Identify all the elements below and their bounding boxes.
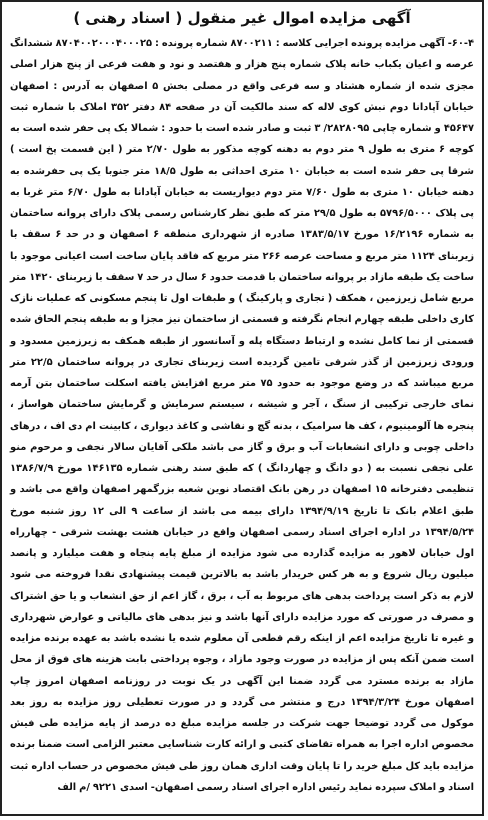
notice-title: آگهی مزایده اموال غیر منقول ( اسناد رهنی ) <box>73 9 411 27</box>
notice-body: ۶۰-۴- آگهی مزایده پرونده اجرایی کلاسه : ۸۷۰۰۲۱۱ شماره پرونده : ۸۷۰۴۰۰۲۰۰۰۴۰۰۰۲۵ ششدانگ عرصه و اعیان یکباب خانه پلاک شماره پنج هزار و هفتصد و نود و هفت فرعی از پنج هزار اصلی مجزی شده از شماره هشتاد و سه فرعی واقع در مصلی بخش ۵ اصفهان به آدرس : اصفهان خیابان آپادانا دوم نبش کوی لاله که سند مالکیت آن در صفحه ۸۴ دفتر ۳۵۲ املاک با شماره ثبت ۴۵۶۴۷ و شماره چاپی ۲۸۲۸۰۹۵/ ۳ ثبت و صادر شده است با حدود : شمالا یک پی حفر شده است به کوچه ۶ متری به طول ۹ متر دوم به دهنه کوچه مذکور به طول ۲/۷۰ متر ( این قسمت پخ است ) شرقا پی حفر شده است به خیابان ۱۰ متری احداثی به طول ۱۸/۵ متر جنوبا یک پی حفرشده به دهنه خیابان ۱۰ متری به طول ۷/۶۰ متر دوم دیواریست به خیابان آپادانا به طول ۶/۷۰ متر غربا به پی پلاک ۵۷۹۶/۵۰۰۰ به طول ۲۹/۵ متر که طبق نظر کارشناس رسمی پلاک دارای پروانه ساختمان به شماره ۱۶/۲۱۹۶ مورخ ۱۳۸۳/۵/۱۷ صادره از شهرداری منطقه ۶ اصفهان و در حد ۶ سقف با زیربنای ۱۱۲۴ متر مربع و مساحت عرصه ۲۶۶ متر مربع که فاقد پایان ساخت است اعیانی موجود با ساخت یک طبقه مازاد بر پروانه ساختمان با قدمت حدود ۶ سال در حد ۷ سقف با زیربنای ۱۴۲۰ متر مربع شامل زیرزمین ، همکف ( تجاری و پارکینگ ) و طبقات اول تا پنجم مسکونی که عملیات نازک کاری داخلی طبقه چهارم انجام نگرفته و قسمتی از ساختمان نیز مجزا و به طبقه پنجم الحاق شده قسمتی از نما کامل نشده و ارتباط دستگاه پله و آسانسور از طبقه همکف به زیرزمین مسدود و ورودی زیرزمین از گذر شرقی تامین گردیده است زیربنای تجاری در پروانه ساختمان ۲۲/۵ متر مربع میباشد که در وضع موجود به حدود ۷۵ متر مربع افزایش یافته اسکلت ساختمان بتن آرمه نمای خارجی ترکیبی از سنگ ، آجر و شیشه ، سیستم سرمایش و گرمایش ساختمان هواساز ، پنجره ها آلومینیوم ، کف ها سرامیک ، بدنه گچ و نقاشی و کاغذ دیواری ، کابینت ام دی اف ، درهای داخلی چوبی و دارای انشعابات آب و برق و گاز می باشد ملکی آقایان سالار نجفی و مرحوم منو علی نجفی نسبت به ( دو دانگ و چهاردانگ ) که طبق سند رهنی شماره ۱۴۶۱۳۵ مورخ ۱۳۸۶/۷/۹ تنظیمی دفترخانه ۱۵ اصفهان در رهن بانک اقتصاد نوین شعبه بزرگمهر اصفهان واقع می باشد و طبق اعلام بانک تا تاریخ ۱۳۹۴/۹/۱۹ دارای بیمه می باشد از ساعت ۹ الی ۱۲ روز شنبه مورخ ۱۳۹۴/۵/۲۴ در اداره اجرای اسناد رسمی اصفهان واقع در خیابان هشت بهشت شرقی - چهارراه اول خیابان لاهور به مزایده گذارده می شود مزایده از مبلغ پایه پنجاه و هفت میلیارد و پانصد میلیون ریال شروع و به هر کس خریدار باشد به بالاترین قیمت پیشنهادی نقدا فروخته می شود لازم به ذکر است پرداخت بدهی های مربوط به آب ، برق ، گاز اعم از حق انشعاب و یا حق اشتراک و مصرف در صورتی که مورد مزایده دارای آنها باشد و نیز بدهی های مالیاتی و عوارض شهرداری و غیره تا تاریخ مزایده اعم از اینکه رقم قطعی آن معلوم شده یا نشده باشد به عهده برنده مزایده است ضمن آنکه پس از مزایده در صورت وجود مازاد ، وجوه پرداختی بابت هزینه های فوق از محل مازاد به برنده مسترد می گردد ضمنا این آگهی در یک نوبت در روزنامه اصفهان امروز چاپ اصفهان مورخ ۱۳۹۴/۳/۲۴ درج و منتشر می گردد و در صورت تعطیلی روز مزایده به روز بعد موکول می گردد توضیحا جهت شرکت در جلسه مزایده مبلغ ده درصد از پایه مزایده طی فیش مخصوص اداره اجرا به همراه تقاضای کتبی و ارائه کارت شناسایی معتبر الزامی است ضمنا برنده مزایده باید کل مبلغ خرید را تا پایان وقت اداری همان روز طی فیش مخصوص در حساب اداره ثبت اسناد و املاک سپرده نماید رئیس اداره اجرای اسناد رسمی اصفهان- اسدی ۹۲۲۱ /م الف <box>10 38 475 793</box>
